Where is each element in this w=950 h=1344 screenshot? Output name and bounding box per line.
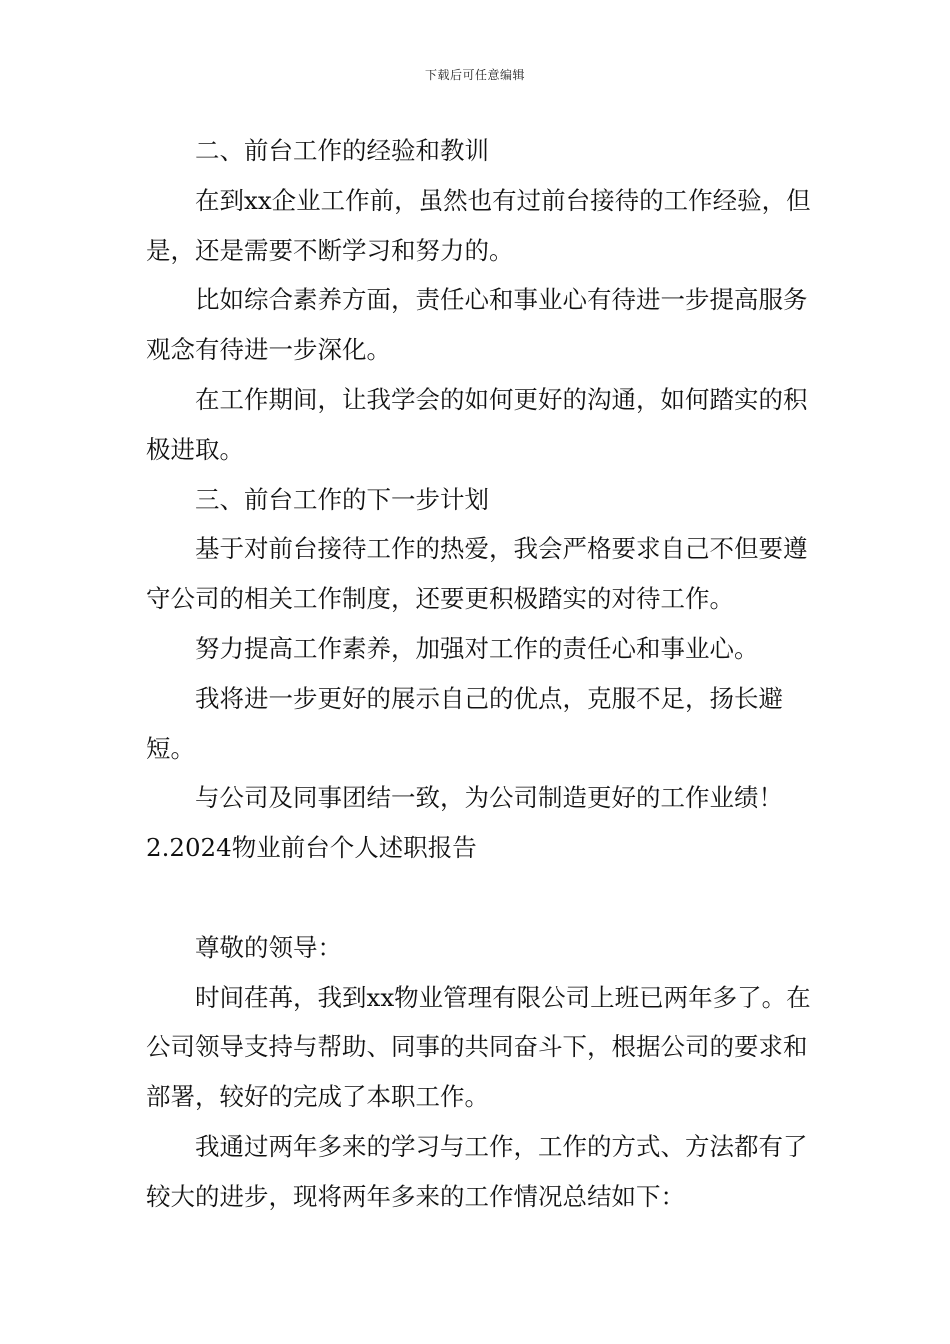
salutation: 尊敬的领导：	[195, 932, 342, 962]
paragraph: 基于对前台接待工作的热爱，我会严格要求自己不但要遵守公司的相关工作制度，还要更积极踏实的对待工作。	[146, 534, 808, 614]
paragraph: 在到xx企业工作前，虽然也有过前台接待的工作经验，但是，还是需要不断学习和努力的。	[146, 185, 811, 265]
blank-line	[146, 873, 811, 923]
page-header: 下载后可任意编辑	[424, 68, 525, 82]
paragraph: 努力提高工作素养，加强对工作的责任心和事业心。	[195, 633, 759, 663]
paragraph: 我将进一步更好的展示自己的优点，克服不足，扬长避短。	[146, 683, 783, 763]
paragraph: 我通过两年多来的学习与工作，工作的方式、方法都有了较大的进步，现将两年多来的工作情况总结如下：	[146, 1131, 808, 1211]
section-heading-plan: 三、前台工作的下一步计划	[195, 484, 489, 514]
document-body	[146, 126, 811, 1222]
paragraph: 时间荏苒，我到xx物业管理有限公司上班已两年多了。在公司领导支持与帮助、同事的共同奋斗下，根据公司的要求和部署，较好的完成了本职工作。	[146, 982, 811, 1112]
paragraph: 在工作期间，让我学会的如何更好的沟通，如何踏实的积极进取。	[146, 384, 808, 464]
section-heading-experience: 二、前台工作的经验和教训	[195, 136, 489, 165]
paragraph: 比如综合素养方面，责任心和事业心有待进一步提高服务观念有待进一步深化。	[146, 285, 808, 365]
report-title: 2.2024物业前台个人述职报告	[146, 833, 477, 863]
paragraph: 与公司及同事团结一致，为公司制造更好的工作业绩！	[195, 783, 783, 813]
